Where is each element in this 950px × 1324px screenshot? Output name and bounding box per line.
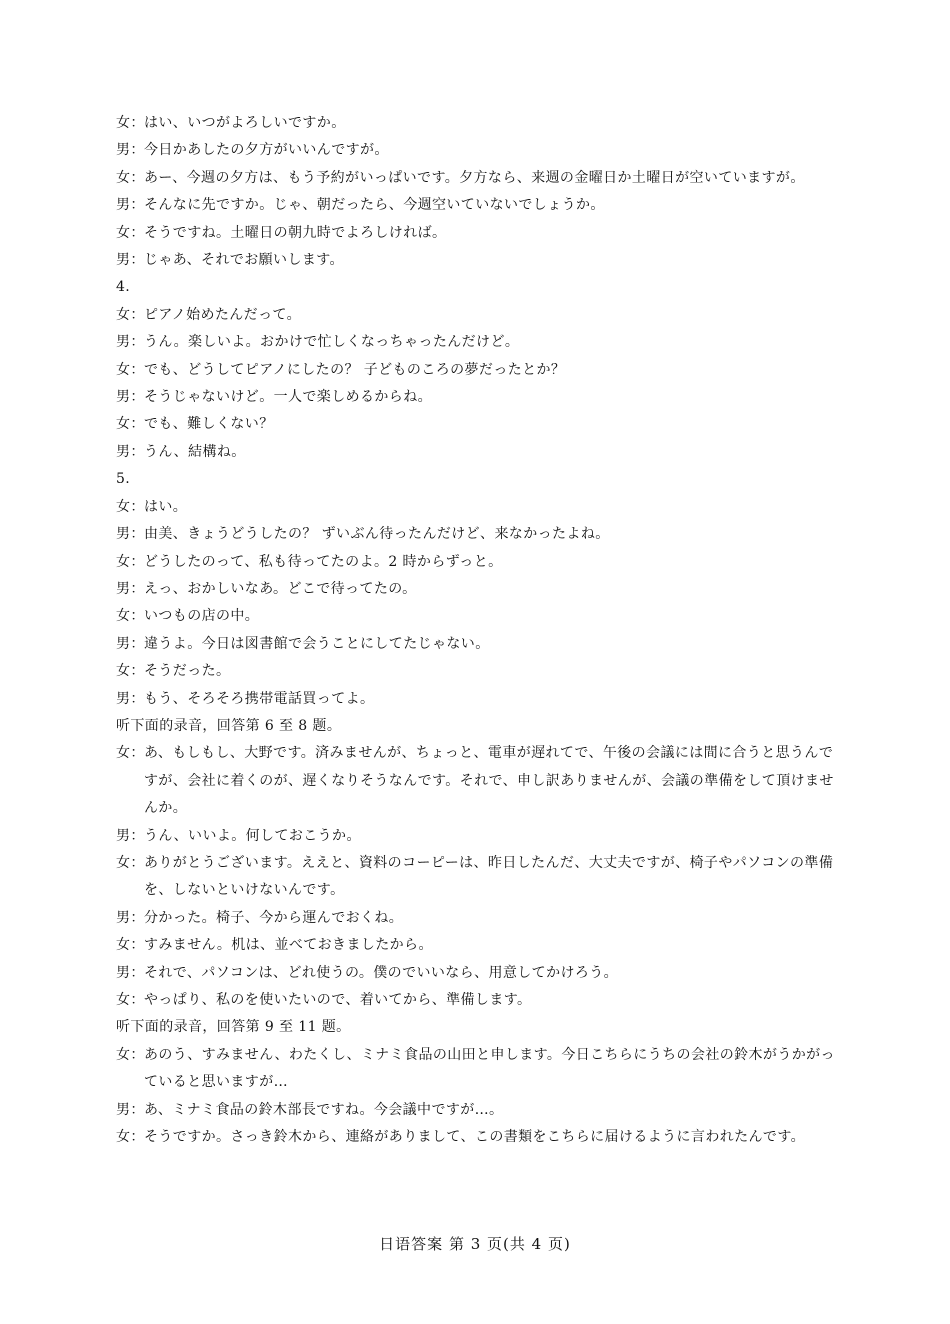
dialogue-text: うん、いいよ。何しておこうか。 <box>144 827 361 844</box>
speaker-label: 女： <box>116 169 145 186</box>
speaker-label: 女： <box>116 608 145 625</box>
dialogue-text: うん。楽しいよ。おかけで忙しくなっちゃったんだけど。 <box>144 334 520 351</box>
dialogue-text: あー、今週の夕方は、もう予約がいっぱいです。夕方なら、来週の金曜日か土曜日が空いていますが。 <box>144 169 805 186</box>
speaker-label: 男： <box>116 252 145 269</box>
dialogue-line <box>116 823 840 850</box>
dialogue-line <box>116 384 840 411</box>
transcript-body <box>116 110 840 1151</box>
speaker-label: 男： <box>116 827 145 844</box>
dialogue-line <box>116 905 840 932</box>
speaker-label: 男： <box>116 197 145 214</box>
section-heading <box>116 1014 840 1041</box>
dialogue-line <box>116 987 840 1014</box>
speaker-label: 女： <box>116 1046 145 1063</box>
dialogue-text: 分かった。椅子、今から運んでおくね。 <box>144 909 404 926</box>
speaker-label: 男： <box>116 1101 145 1118</box>
speaker-label: 女： <box>116 553 145 570</box>
dialogue-line <box>116 137 840 164</box>
dialogue-text: ありがとうございます。ええと、資料のコーピーは、昨日したんだ、大丈夫ですが、椅子やパソコンの準備を、しないといけないんです。 <box>144 854 834 899</box>
section-heading-text: 听下面的录音，回答第 9 至 11 题。 <box>116 1019 351 1036</box>
speaker-label: 男： <box>116 142 145 159</box>
section-heading-text: 听下面的录音，回答第 6 至 8 题。 <box>116 717 342 734</box>
dialogue-text: そうですね。土曜日の朝九時でよろしければ。 <box>144 224 447 241</box>
dialogue-line <box>116 1097 840 1124</box>
dialogue-line <box>116 740 840 822</box>
dialogue-line <box>116 192 840 219</box>
speaker-label: 男： <box>116 635 145 652</box>
dialogue-line <box>116 357 840 384</box>
dialogue-line <box>116 686 840 713</box>
speaker-label: 女： <box>116 937 145 954</box>
dialogue-line <box>116 521 840 548</box>
speaker-label: 女： <box>116 663 145 680</box>
dialogue-text: はい。 <box>144 498 188 515</box>
section-heading <box>116 713 840 740</box>
section-heading-text: 5. <box>116 471 131 488</box>
speaker-label: 男： <box>116 964 145 981</box>
speaker-label: 男： <box>116 334 145 351</box>
speaker-label: 女： <box>116 498 145 515</box>
dialogue-line <box>116 329 840 356</box>
dialogue-line <box>116 302 840 329</box>
speaker-label: 女： <box>116 306 145 323</box>
dialogue-line <box>116 932 840 959</box>
dialogue-line <box>116 576 840 603</box>
dialogue-text: 今日かあしたの夕方がいいんですが。 <box>144 142 389 159</box>
speaker-label: 女： <box>116 1129 145 1146</box>
dialogue-line <box>116 247 840 274</box>
dialogue-line <box>116 494 840 521</box>
section-heading-text: 4. <box>116 279 131 296</box>
speaker-label: 男： <box>116 443 145 460</box>
dialogue-text: じゃあ、それでお願いします。 <box>144 252 344 269</box>
dialogue-text: そうですか。さっき鈴木から、連絡がありまして、この書類をこちらに届けるように言われたんです。 <box>144 1129 805 1146</box>
section-heading <box>116 466 840 493</box>
dialogue-text: そうじゃないけど。一人で楽しめるからね。 <box>144 389 432 406</box>
dialogue-text: 違うよ。今日は図書館で会うことにしてたじゃない。 <box>144 635 490 652</box>
dialogue-text: いつもの店の中。 <box>144 608 260 625</box>
speaker-label: 男： <box>116 690 145 707</box>
speaker-label: 女： <box>116 361 145 378</box>
dialogue-line <box>116 549 840 576</box>
page-footer: 日语答案 第 3 页(共 4 页) <box>379 1235 571 1253</box>
dialogue-text: それで、パソコンは、どれ使うの。僕のでいいなら、用意してかけろう。 <box>144 964 619 981</box>
speaker-label: 女： <box>116 992 145 1008</box>
dialogue-text: そんなに先ですか。じゃ、朝だったら、今週空いていないでしょうか。 <box>144 197 605 214</box>
dialogue-text: あのう、すみません、わたくし、ミナミ食品の山田と申します。今日こちらにうちの会社の鈴木がうかがっていると思いますが… <box>144 1046 835 1091</box>
dialogue-text: どうしたのって、私も待ってたのよ。2 時からずっと。 <box>144 553 503 570</box>
dialogue-text: はい、いつがよろしいですか。 <box>144 115 346 131</box>
speaker-label: 女： <box>116 745 145 762</box>
dialogue-text: すみません。机は、並べておきましたから。 <box>144 937 433 954</box>
speaker-label: 女： <box>116 854 145 871</box>
speaker-label: 男： <box>116 909 145 926</box>
dialogue-text: えっ、おかしいなあ。どこで待ってたの。 <box>144 580 417 597</box>
speaker-label: 男： <box>116 389 145 406</box>
speaker-label: 女： <box>116 416 145 433</box>
dialogue-line <box>116 960 840 987</box>
speaker-label: 女： <box>116 224 145 241</box>
dialogue-text: でも、どうしてピアノにしたの？ 子どものころの夢だったとか？ <box>144 361 566 378</box>
dialogue-text: ピアノ始めたんだって。 <box>144 306 301 323</box>
dialogue-line <box>116 220 840 247</box>
dialogue-text: でも、難しくない？ <box>144 416 274 433</box>
dialogue-text: そうだった。 <box>144 663 231 680</box>
dialogue-text: あ、もしもし、大野です。済みませんが、ちょっと、電車が遅れてで、午後の会議には間に合うと思うんですが、会社に着くのが、遅くなりそうなんです。それで、申し訳ありませんが、会議の準備をして頂けませんか。 <box>144 745 834 817</box>
speaker-label: 男： <box>116 526 145 543</box>
dialogue-line <box>116 658 840 685</box>
dialogue-text: もう、そろそろ携帯電話買ってよ。 <box>144 690 375 707</box>
dialogue-line <box>116 165 840 192</box>
dialogue-line <box>116 439 840 466</box>
dialogue-line <box>116 850 840 905</box>
speaker-label: 女： <box>116 115 145 131</box>
dialogue-line <box>116 110 840 137</box>
dialogue-text: あ、ミナミ食品の鈴木部長ですね。今会議中ですが…。 <box>144 1101 504 1118</box>
section-heading <box>116 274 840 301</box>
dialogue-line <box>116 1042 840 1097</box>
dialogue-text: やっぱり、私のを使いたいので、着いてから、準備します。 <box>144 992 532 1008</box>
dialogue-text: 由美、きょうどうしたの？ ずいぶん待ったんだけど、来なかったよね。 <box>144 526 610 543</box>
speaker-label: 男： <box>116 580 145 597</box>
dialogue-line <box>116 631 840 658</box>
dialogue-line <box>116 1124 840 1151</box>
dialogue-line <box>116 603 840 630</box>
dialogue-line <box>116 411 840 438</box>
dialogue-text: うん、結構ね。 <box>144 443 246 460</box>
